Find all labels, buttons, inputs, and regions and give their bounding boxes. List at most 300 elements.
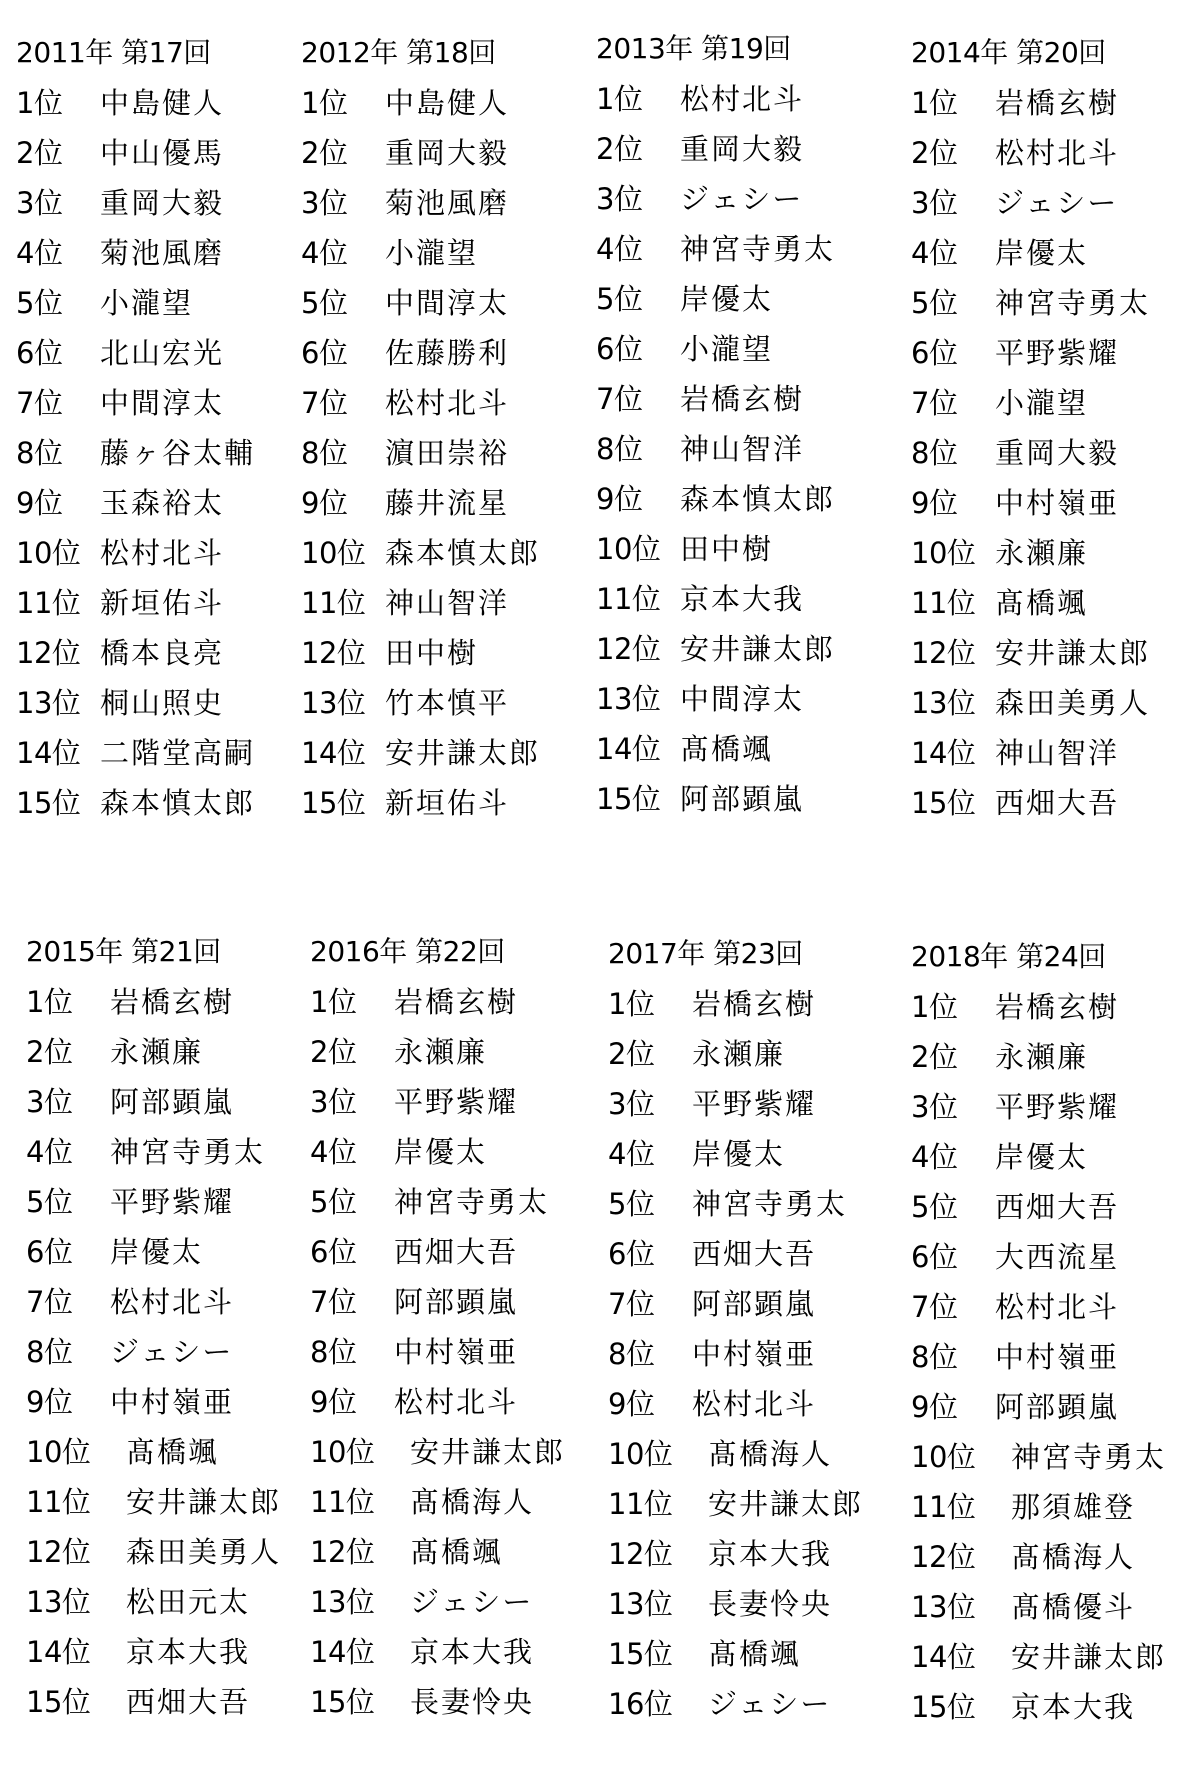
ranking-block-2017 [608, 937, 863, 1727]
list-item [596, 522, 835, 572]
rank-label: 11位 [911, 585, 976, 620]
rank-label: 9位 [310, 1384, 357, 1419]
list-item [310, 1325, 565, 1375]
rank-label: 3位 [16, 185, 63, 220]
person-name: 田中樹 [385, 635, 479, 670]
list-item [310, 1625, 565, 1675]
list-item [26, 1525, 281, 1575]
person-name: 永瀬廉 [394, 1034, 488, 1069]
person-name: 濵田崇裕 [385, 435, 510, 470]
person-name: 岩橋玄樹 [680, 381, 805, 416]
rank-label: 11位 [16, 585, 81, 620]
rank-label: 10位 [596, 531, 661, 566]
rank-label: 1位 [16, 85, 63, 120]
rank-label: 5位 [911, 285, 958, 320]
year-label: 2014年 [911, 36, 1008, 69]
person-name: 髙橋颯 [995, 585, 1089, 620]
list-item [301, 326, 540, 376]
rank-label: 10位 [911, 1439, 976, 1474]
person-name: 岸優太 [680, 281, 774, 316]
person-name: 岩橋玄樹 [394, 984, 519, 1019]
list-item [16, 726, 255, 776]
list-item [16, 526, 255, 576]
rank-label: 9位 [911, 1389, 958, 1424]
person-name: 髙橋海人 [708, 1436, 833, 1471]
list-item [911, 276, 1150, 326]
person-name: 玉森裕太 [100, 485, 225, 520]
list-item [310, 1125, 565, 1175]
person-name: 安井謙太郎 [680, 631, 836, 666]
person-name: 小瀧望 [100, 285, 194, 320]
person-name: 藤井流星 [385, 485, 510, 520]
person-name: 永瀬廉 [692, 1036, 786, 1071]
rank-label: 13位 [16, 685, 81, 720]
list-item [301, 476, 540, 526]
list-item [911, 1630, 1166, 1680]
rank-label: 5位 [301, 285, 348, 320]
rank-label: 12位 [26, 1534, 91, 1569]
list-item [911, 1280, 1166, 1330]
rank-label: 5位 [596, 281, 643, 316]
block-header [596, 32, 835, 72]
list-item [26, 1075, 281, 1125]
rank-label: 10位 [301, 535, 366, 570]
person-name: 西畑大吾 [995, 1189, 1120, 1224]
person-name: 長妻怜央 [708, 1586, 833, 1621]
person-name: 阿部顕嵐 [680, 781, 805, 816]
rank-label: 11位 [310, 1484, 375, 1519]
rank-label: 7位 [16, 385, 63, 420]
rank-label: 1位 [310, 984, 357, 1019]
rank-label: 4位 [608, 1136, 655, 1171]
list-item [911, 1080, 1166, 1130]
rank-label: 3位 [911, 1089, 958, 1124]
list-item [310, 1025, 565, 1075]
rank-label: 9位 [16, 485, 63, 520]
list-item [608, 1527, 863, 1577]
list-item [596, 372, 835, 422]
rank-label: 11位 [596, 581, 661, 616]
rank-label: 14位 [310, 1634, 375, 1669]
person-name: 岸優太 [995, 235, 1089, 270]
person-name: 中間淳太 [385, 285, 510, 320]
list-item [26, 1125, 281, 1175]
rank-label: 12位 [911, 635, 976, 670]
person-name: 髙橋颯 [126, 1434, 220, 1469]
rank-label: 1位 [608, 986, 655, 1021]
edition-label: 第23回 [713, 937, 803, 970]
person-name: 田中樹 [680, 531, 774, 566]
list-item [608, 1327, 863, 1377]
list-item [596, 472, 835, 522]
person-name: 阿部顕嵐 [110, 1084, 235, 1119]
person-name: 森本慎太郎 [385, 535, 541, 570]
person-name: 岩橋玄樹 [692, 986, 817, 1021]
person-name: 京本大我 [708, 1536, 833, 1571]
person-name: 岸優太 [110, 1234, 204, 1269]
person-name: 神宮寺勇太 [110, 1134, 266, 1169]
rank-label: 11位 [911, 1489, 976, 1524]
year-label: 2018年 [911, 940, 1008, 973]
person-name: 中村嶺亜 [394, 1334, 519, 1369]
list-item [911, 476, 1150, 526]
year-label: 2013年 [596, 32, 693, 65]
rank-label: 8位 [596, 431, 643, 466]
person-name: 松村北斗 [680, 81, 805, 116]
rank-label: 9位 [911, 485, 958, 520]
block-header [911, 940, 1166, 980]
rank-label: 15位 [596, 781, 661, 816]
person-name: 平野紫耀 [692, 1086, 817, 1121]
rank-label: 5位 [16, 285, 63, 320]
rank-label: 7位 [310, 1284, 357, 1319]
rank-label: 15位 [310, 1684, 375, 1719]
rank-label: 12位 [16, 635, 81, 670]
list-item [911, 376, 1150, 426]
person-name: 菊池風磨 [385, 185, 510, 220]
rank-label: 15位 [301, 785, 366, 820]
person-name: 藤ヶ谷太輔 [100, 435, 256, 470]
person-name: 重岡大毅 [680, 131, 805, 166]
person-name: 平野紫耀 [995, 335, 1120, 370]
list-item [26, 1575, 281, 1625]
person-name: 阿部顕嵐 [995, 1389, 1120, 1424]
list-item [911, 726, 1150, 776]
rank-label: 11位 [608, 1486, 673, 1521]
person-name: 京本大我 [680, 581, 805, 616]
person-name: 西畑大吾 [995, 785, 1120, 820]
list-item [26, 1175, 281, 1225]
list-item [911, 1680, 1166, 1730]
list-item [911, 526, 1150, 576]
rank-label: 6位 [301, 335, 348, 370]
list-item [310, 1225, 565, 1275]
list-item [911, 326, 1150, 376]
list-item [911, 1330, 1166, 1380]
person-name: 岸優太 [692, 1136, 786, 1171]
list-item [911, 1380, 1166, 1430]
rank-label: 3位 [608, 1086, 655, 1121]
rank-label: 9位 [596, 481, 643, 516]
list-item [608, 1677, 863, 1727]
list-item [301, 76, 540, 126]
year-label: 2012年 [301, 36, 398, 69]
list-item [911, 426, 1150, 476]
person-name: 那須雄登 [1011, 1489, 1136, 1524]
rank-label: 5位 [608, 1186, 655, 1221]
person-name: 岸優太 [394, 1134, 488, 1169]
list-item [596, 222, 835, 272]
person-name: 小瀧望 [385, 235, 479, 270]
block-header [911, 36, 1150, 76]
person-name: ジェシー [110, 1334, 234, 1369]
rank-label: 5位 [310, 1184, 357, 1219]
rank-label: 6位 [310, 1234, 357, 1269]
list-item [596, 172, 835, 222]
ranking-block-2015 [26, 935, 281, 1725]
person-name: 松村北斗 [394, 1384, 519, 1419]
person-name: 森本慎太郎 [100, 785, 256, 820]
list-item [608, 1477, 863, 1527]
rank-label: 3位 [911, 185, 958, 220]
list-item [26, 1025, 281, 1075]
rank-label: 15位 [911, 785, 976, 820]
person-name: 阿部顕嵐 [692, 1286, 817, 1321]
list-item [301, 226, 540, 276]
rank-label: 14位 [16, 735, 81, 770]
person-name: ジェシー [708, 1686, 832, 1721]
list-item [310, 975, 565, 1025]
person-name: ジェシー [995, 185, 1119, 220]
rank-label: 13位 [596, 681, 661, 716]
list-item [596, 722, 835, 772]
person-name: 髙橋優斗 [1011, 1589, 1136, 1624]
person-name: 神山智洋 [995, 735, 1120, 770]
list-item [310, 1675, 565, 1725]
list-item [16, 426, 255, 476]
person-name: ジェシー [680, 181, 804, 216]
list-item [596, 422, 835, 472]
list-item [16, 126, 255, 176]
rank-label: 7位 [911, 1289, 958, 1324]
person-name: 中間淳太 [100, 385, 225, 420]
person-name: 重岡大毅 [995, 435, 1120, 470]
list-item [301, 726, 540, 776]
person-name: 森田美勇人 [995, 685, 1151, 720]
person-name: 松村北斗 [692, 1386, 817, 1421]
list-item [310, 1575, 565, 1625]
person-name: 菊池風磨 [100, 235, 225, 270]
edition-label: 第20回 [1016, 36, 1106, 69]
rank-label: 11位 [301, 585, 366, 620]
rank-label: 8位 [301, 435, 348, 470]
rank-label: 10位 [608, 1436, 673, 1471]
person-name: 神山智洋 [680, 431, 805, 466]
list-item [301, 626, 540, 676]
rank-label: 4位 [26, 1134, 73, 1169]
list-item [16, 376, 255, 426]
rank-label: 12位 [596, 631, 661, 666]
list-item [911, 1480, 1166, 1530]
rank-label: 8位 [911, 1339, 958, 1374]
rank-label: 8位 [26, 1334, 73, 1369]
rank-label: 9位 [608, 1386, 655, 1421]
list-item [310, 1475, 565, 1525]
ranking-block-2012 [301, 36, 540, 826]
person-name: 神宮寺勇太 [394, 1184, 550, 1219]
person-name: 竹本慎平 [385, 685, 510, 720]
person-name: 安井謙太郎 [995, 635, 1151, 670]
person-name: 阿部顕嵐 [394, 1284, 519, 1319]
person-name: 中島健人 [385, 85, 510, 120]
rank-label: 6位 [911, 1239, 958, 1274]
list-item [301, 426, 540, 476]
ranking-block-2018 [911, 940, 1166, 1730]
person-name: 京本大我 [410, 1634, 535, 1669]
list-item [26, 1475, 281, 1525]
rank-label: 9位 [301, 485, 348, 520]
person-name: 新垣佑斗 [385, 785, 510, 820]
list-item [596, 672, 835, 722]
rank-label: 2位 [26, 1034, 73, 1069]
person-name: 北山宏光 [100, 335, 225, 370]
person-name: 森本慎太郎 [680, 481, 836, 516]
rank-label: 4位 [301, 235, 348, 270]
list-item [301, 176, 540, 226]
rank-label: 12位 [301, 635, 366, 670]
edition-label: 第22回 [415, 935, 505, 968]
person-name: 中島健人 [100, 85, 225, 120]
list-item [911, 980, 1166, 1030]
rank-label: 14位 [596, 731, 661, 766]
list-item [16, 626, 255, 676]
rank-label: 2位 [911, 1039, 958, 1074]
list-item [301, 126, 540, 176]
list-item [911, 176, 1150, 226]
person-name: 西畑大吾 [692, 1236, 817, 1271]
person-name: 京本大我 [126, 1634, 251, 1669]
list-item [26, 1375, 281, 1425]
rank-label: 13位 [26, 1584, 91, 1619]
person-name: 神宮寺勇太 [1011, 1439, 1167, 1474]
person-name: 重岡大毅 [385, 135, 510, 170]
person-name: 松田元太 [126, 1584, 251, 1619]
person-name: 大西流星 [995, 1239, 1120, 1274]
list-item [911, 626, 1150, 676]
list-item [911, 1530, 1166, 1580]
person-name: 松村北斗 [995, 135, 1120, 170]
edition-label: 第18回 [406, 36, 496, 69]
rank-label: 8位 [16, 435, 63, 470]
person-name: 佐藤勝利 [385, 335, 510, 370]
block-header [16, 36, 255, 76]
list-item [16, 276, 255, 326]
person-name: 永瀬廉 [995, 535, 1089, 570]
list-item [608, 1027, 863, 1077]
rank-label: 6位 [26, 1234, 73, 1269]
block-header [301, 36, 540, 76]
person-name: 中村嶺亜 [995, 485, 1120, 520]
rank-label: 5位 [26, 1184, 73, 1219]
rank-label: 14位 [911, 1639, 976, 1674]
person-name: 岩橋玄樹 [995, 989, 1120, 1024]
person-name: 森田美勇人 [126, 1534, 282, 1569]
list-item [16, 76, 255, 126]
person-name: 神山智洋 [385, 585, 510, 620]
person-name: 新垣佑斗 [100, 585, 225, 620]
rank-label: 8位 [608, 1336, 655, 1371]
rank-label: 13位 [608, 1586, 673, 1621]
rank-label: 3位 [301, 185, 348, 220]
person-name: 髙橋颯 [410, 1534, 504, 1569]
person-name: 桐山照史 [100, 685, 225, 720]
rank-label: 14位 [26, 1634, 91, 1669]
rank-label: 2位 [608, 1036, 655, 1071]
rank-label: 7位 [911, 385, 958, 420]
person-name: 平野紫耀 [995, 1089, 1120, 1124]
list-item [911, 1030, 1166, 1080]
rank-label: 15位 [911, 1689, 976, 1724]
list-item [608, 977, 863, 1027]
list-item [596, 572, 835, 622]
block-header [26, 935, 281, 975]
list-item [911, 776, 1150, 826]
list-item [26, 1625, 281, 1675]
person-name: 岩橋玄樹 [110, 984, 235, 1019]
person-name: 神宮寺勇太 [692, 1186, 848, 1221]
rank-label: 3位 [596, 181, 643, 216]
rank-label: 4位 [911, 235, 958, 270]
person-name: 松村北斗 [385, 385, 510, 420]
rank-label: 13位 [301, 685, 366, 720]
person-name: 中山優馬 [100, 135, 225, 170]
person-name: 小瀧望 [680, 331, 774, 366]
person-name: 髙橋海人 [410, 1484, 535, 1519]
list-item [310, 1425, 565, 1475]
list-item [608, 1077, 863, 1127]
person-name: 西畑大吾 [394, 1234, 519, 1269]
person-name: 中村嶺亜 [692, 1336, 817, 1371]
person-name: 松村北斗 [100, 535, 225, 570]
ranking-block-2011 [16, 36, 255, 826]
person-name: 松村北斗 [110, 1284, 235, 1319]
block-header [310, 935, 565, 975]
list-item [16, 176, 255, 226]
person-name: 岩橋玄樹 [995, 85, 1120, 120]
rank-label: 12位 [911, 1539, 976, 1574]
list-item [301, 276, 540, 326]
rank-label: 4位 [911, 1139, 958, 1174]
list-item [16, 476, 255, 526]
rank-label: 16位 [608, 1686, 673, 1721]
rank-label: 5位 [911, 1189, 958, 1224]
list-item [301, 676, 540, 726]
list-item [608, 1227, 863, 1277]
person-name: 中村嶺亜 [995, 1339, 1120, 1374]
block-header [608, 937, 863, 977]
person-name: 永瀬廉 [995, 1039, 1089, 1074]
rank-label: 2位 [310, 1034, 357, 1069]
rank-label: 10位 [26, 1434, 91, 1469]
list-item [596, 122, 835, 172]
rank-label: 7位 [596, 381, 643, 416]
rank-label: 15位 [608, 1636, 673, 1671]
rank-label: 3位 [310, 1084, 357, 1119]
list-item [301, 526, 540, 576]
rank-label: 9位 [26, 1384, 73, 1419]
rank-label: 4位 [310, 1134, 357, 1169]
person-name: 安井謙太郎 [1011, 1639, 1167, 1674]
edition-label: 第17回 [121, 36, 211, 69]
person-name: 岸優太 [995, 1139, 1089, 1174]
person-name: 神宮寺勇太 [995, 285, 1151, 320]
list-item [16, 576, 255, 626]
person-name: 小瀧望 [995, 385, 1089, 420]
rank-label: 10位 [16, 535, 81, 570]
rank-label: 1位 [596, 81, 643, 116]
list-item [26, 1425, 281, 1475]
person-name: 平野紫耀 [110, 1184, 235, 1219]
person-name: 重岡大毅 [100, 185, 225, 220]
rank-label: 6位 [16, 335, 63, 370]
list-item [26, 1675, 281, 1725]
person-name: 髙橋颯 [708, 1636, 802, 1671]
rank-label: 13位 [911, 685, 976, 720]
rank-label: 2位 [596, 131, 643, 166]
list-item [911, 1580, 1166, 1630]
list-item [911, 676, 1150, 726]
list-item [911, 226, 1150, 276]
